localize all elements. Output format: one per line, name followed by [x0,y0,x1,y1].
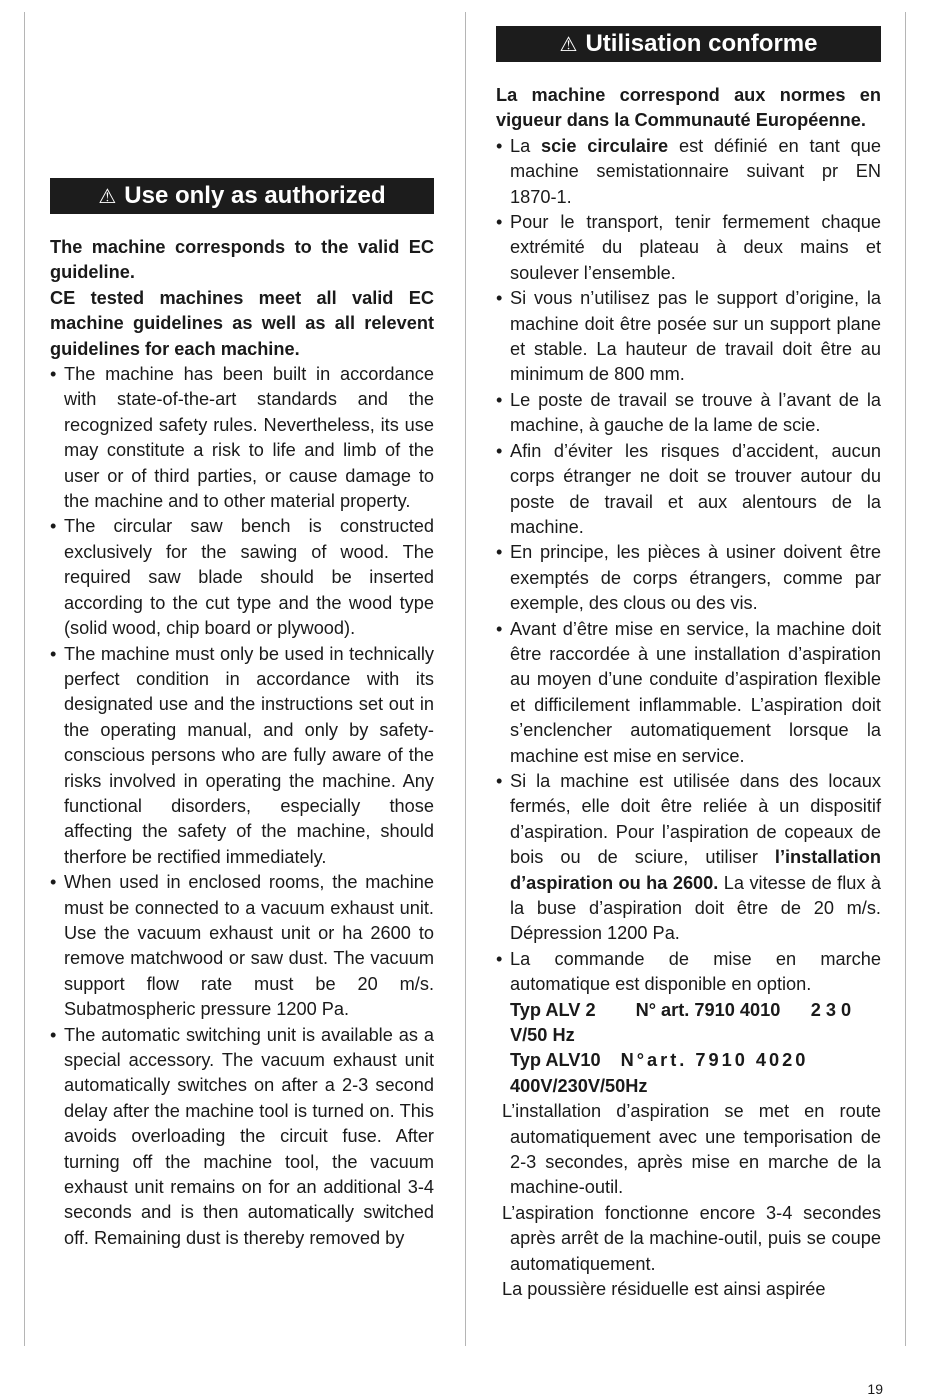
right-margin-rule [905,12,906,1346]
list-item: • Avant d’être mise en service, la machine doit être raccordée à une installation d’aspiration au moyen d’une conduite d’aspiration flexible et difficilement inflammable. L’aspiration doit s’enclencher automatiquement lorsque la machine est mise en service. [496,617,881,769]
list-item: • La scie circulaire est définié en tant que machine semistationnaire suivant pr EN 1870-1. [496,134,881,210]
list-item: • Si la machine est utilisée dans des locaux fermés, elle doit être reliée à un dispositif d’aspiration. Pour l’aspiration de copeaux de bois ou de sciure, utiliser l’installation d’aspiration ou ha 2600. La vitesse de flux à la buse d’aspiration doit être de 20 m/s. Dépression 1200 Pa. [496,769,881,947]
bullet-list [50,362,434,1251]
list-item: • Pour le transport, tenir fermement chaque extrémité du plateau à deux mains et soulever l’ensemble. [496,210,881,286]
body-paragraph: La poussière résiduelle est ainsi aspirée [502,1279,826,1300]
bullet-list [496,134,881,998]
body-paragraph: L’installation d’aspiration se met en route automatiquement avec une temporisation de 2-3 secondes, après mise en marche de la machine-outil. [502,1101,881,1198]
intro-paragraph: CE tested machines meet all valid EC machine guidelines as well as all relevent guidelines for each machine. [50,287,434,359]
left-margin-rule [24,12,25,1346]
heading-text: Use only as authorized [124,182,386,209]
page-number: 19 [867,1381,883,1397]
intro-paragraph: La machine correspond aux normes en vigueur dans la Communauté Européenne. [496,85,881,131]
list-item: • En principe, les pièces à usiner doivent être exemptés de corps étrangers, comme par exemple, des clous ou des vis. [496,540,881,616]
column-divider-rule [465,12,466,1346]
list-item: • The automatic switching unit is available as a special accessory. The vacuum exhaust unit automatically switches on after a 2-3 second delay after the machine tool is turned on. This avoids overloading the circuit fuse. After turning off the machine tool, the vacuum exhaust unit remains on for an additional 3-4 seconds and is then automatically switched off. Remaining dust is thereby removed by [50,1023,434,1252]
list-item: • Si vous n’utilisez pas le support d’origine, la machine doit être posée sur un support plane et stable. La hauteur de travail doit être au minimum de 800 mm. [496,286,881,388]
body-paragraph: L’aspiration fonctionne encore 3-4 secondes après arrêt de la machine-outil, puis se coupe automatiquement. [502,1202,881,1274]
list-item: • Afin d’éviter les risques d’accident, aucun corps étranger ne doit se trouver autour du poste de travail et aux alentours de la machine. [496,439,881,541]
warning-triangle-icon: ⚠ [98,186,117,208]
french-column [496,83,881,1303]
list-item: • Le poste de travail se trouve à l’avant de la machine, à gauche de la lame de scie. [496,388,881,439]
section-heading-en [50,178,434,214]
list-item: • The circular saw bench is constructed exclusively for the sawing of wood. The required saw blade should be inserted according to the cut type and the wood type (solid wood, chip board or plywood). [50,514,434,641]
model-spec-line: Typ ALV 2 N° art. 7910 4010 2 3 0 V/50 Hz [510,999,852,1046]
list-item: • La commande de mise en marche automatique est disponible en option. [496,947,881,998]
list-item: • When used in enclosed rooms, the machine must be connected to a vacuum exhaust unit. Use the vacuum exhaust unit or ha 2600 to remove matchwood or saw dust. The vacuum support flow rate must be 20 m/s. Subatmospheric pressure 1200 Pa. [50,870,434,1022]
model-spec-line: Typ ALV10 N°art. 7910 4020 400V/230V/50Hz [510,1050,809,1096]
section-heading-fr [496,26,881,62]
english-column [50,235,434,1251]
warning-triangle-icon: ⚠ [559,34,578,56]
intro-paragraph: The machine corresponds to the valid EC guideline. [50,237,434,283]
heading-text: Utilisation conforme [585,30,818,57]
list-item: • The machine has been built in accordance with state-of-the-art standards and the recognized safety rules. Nevertheless, its use may constitute a risk to life and limb of the user or of third parties, or cause damage to the machine and to other material property. [50,362,434,514]
list-item: • The machine must only be used in technically perfect condition in accordance with its designated use and the instructions set out in the operating manual, and only by safety-conscious persons who are fully aware of the risks involved in operating the machine. Any functional disorders, especially those affecting the safety of the machine, should therfore be rectified immediately. [50,642,434,871]
